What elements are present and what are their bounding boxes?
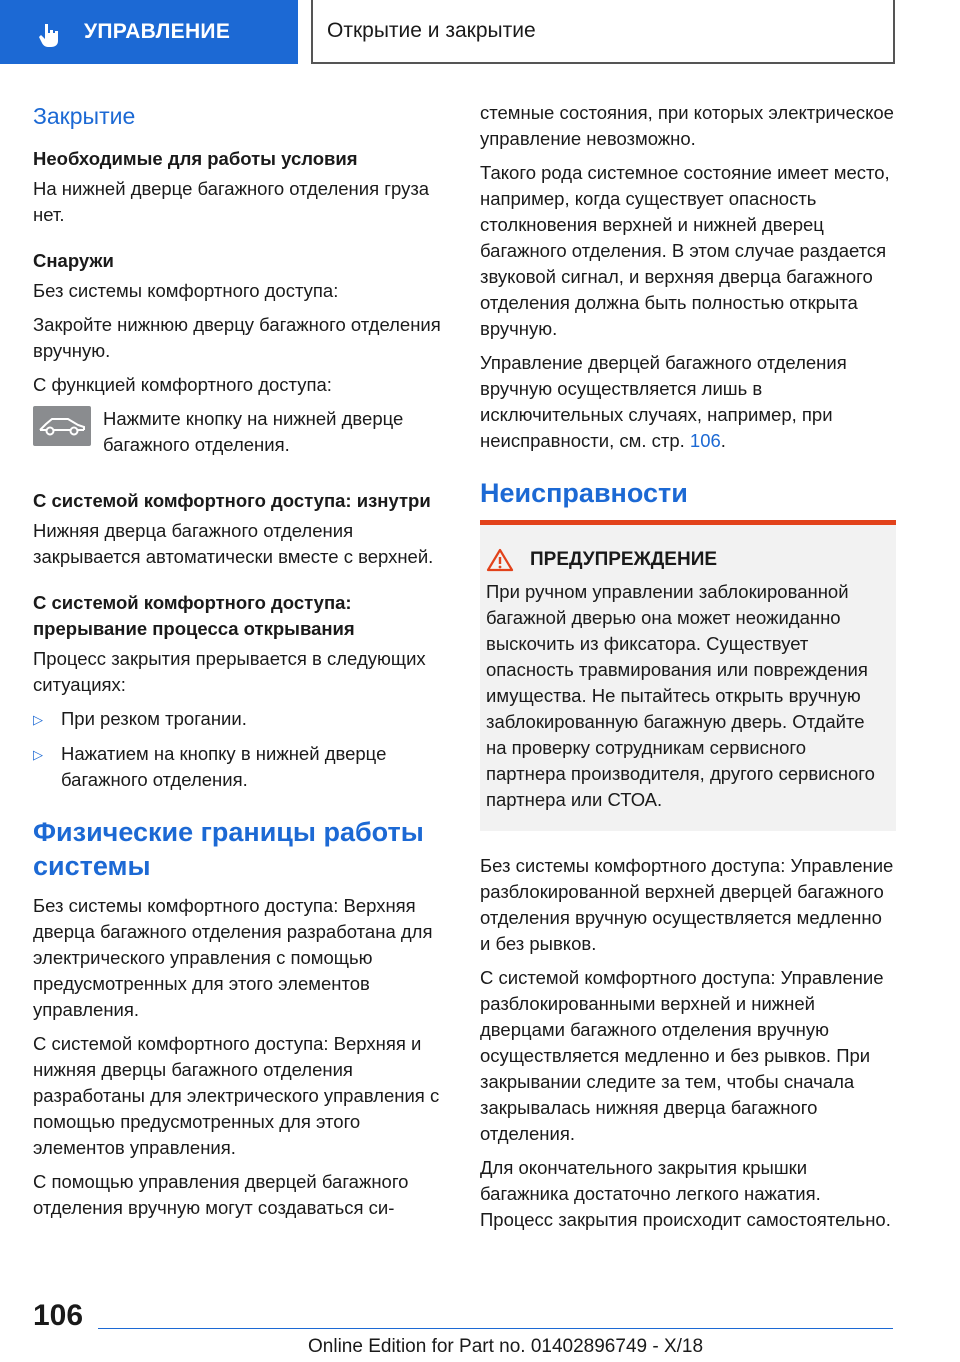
limits-paragraph-2: С системой комфортного доступа: Верхняя и нижняя дверцы багажного отделения разработаны для электрического управления с помощью предусмотренных для этого элементов управления.: [33, 1033, 440, 1158]
outside-paragraph-3: С функцией комфортного доступа:: [33, 374, 332, 395]
requirements-heading: Необходимые для работы условия: [33, 148, 358, 169]
outside-heading: Снаружи: [33, 250, 114, 271]
interrupt-heading: С системой комфортного доступа: прерывание процесса открывания: [33, 592, 355, 639]
continued-paragraph-3: [480, 350, 896, 454]
limits-title: Физические границы работы системы: [33, 817, 424, 881]
footer-divider: [98, 1328, 893, 1329]
list-item-text: Нажатием на кнопку в нижней дверце багажного отделения.: [61, 743, 387, 790]
button-instruction: [33, 406, 453, 458]
hand-touch-icon: [36, 22, 62, 48]
section-title-closing: Закрытие: [33, 103, 136, 129]
limits-paragraph-1: Без системы комфортного доступа: Верхняя дверца багажного отделения разработана для электрического управления с помощью предусмотренных для этого элементов управления.: [33, 895, 433, 1020]
warning-box: [480, 520, 896, 831]
car-tailgate-icon: [33, 406, 91, 446]
left-column: [33, 100, 453, 1229]
outside-paragraph-1: Без системы комфортного доступа:: [33, 280, 339, 301]
chapter-title: Открытие и закрытие: [327, 19, 536, 42]
interrupt-text: Процесс закрытия прерывается в следующих ситуациях:: [33, 648, 426, 695]
chapter-header: [311, 0, 895, 64]
warning-text: При ручном управлении заблокированной багажной дверью она может неожиданно выскочить из фиксатора. Существует опасность травмирования или повреждения имущества. Не пытайтесь открыть вручную заблокированную багажную дверь. Отдайте на проверку сотрудникам сервисного партнера производителя, другого сервисного партнера или СТОА.: [486, 581, 875, 810]
warning-triangle-icon: [486, 548, 514, 572]
list-item: [33, 741, 453, 793]
list-item-text: При резком трогании.: [61, 708, 247, 729]
page-link[interactable]: 106: [689, 430, 721, 451]
faults-title: Неисправности: [480, 478, 688, 508]
warning-heading: [486, 547, 884, 573]
bullet-triangle-icon: ▷: [33, 747, 43, 762]
right-column: [480, 100, 896, 1241]
continued-paragraph-1: стемные состояния, при которых электрическое управление невозможно.: [480, 102, 894, 149]
section-label: УПРАВЛЕНИЕ: [84, 20, 231, 43]
edition-info: Online Edition for Part no. 01402896749 - X/18: [308, 1336, 704, 1357]
requirements-text: На нижней дверце багажного отделения груза нет.: [33, 178, 430, 225]
warning-title: ПРЕДУПРЕЖДЕНИЕ: [530, 549, 718, 570]
continued-paragraph-3-end: .: [720, 430, 726, 451]
section-tab[interactable]: [0, 0, 298, 64]
bullet-triangle-icon: ▷: [33, 712, 43, 727]
continued-paragraph-2: Такого рода системное состояние имеет место, например, когда существует опасность столкновения верхней и нижней дверец багажного отделения. В этом случае раздается звуковой сигнал, и верхняя дверца багажного отделения должна быть полностью открыта вручную.: [480, 162, 890, 339]
fault-paragraph-1: Без системы комфортного доступа: Управление разблокированной верхней дверцей багажного отделения вручную осуществляется медленно и без рывков.: [480, 855, 894, 954]
list-item: [33, 706, 453, 733]
continued-paragraph-3-text: Управление дверцей багажного отделения вручную осуществляется лишь в исключительных случаях, например, при неисправности, см. стр.: [480, 352, 847, 451]
inside-text: Нижняя дверца багажного отделения закрывается автоматически вместе с верхней.: [33, 520, 434, 567]
outside-paragraph-2: Закройте нижнюю дверцу багажного отделения вручную.: [33, 314, 441, 361]
fault-paragraph-2: С системой комфортного доступа: Управление разблокированными верхней и нижней дверцами багажного отделения вручную осуществляется медленно и без рывков. При закрывании следите за тем, чтобы сначала закрывалась нижняя дверца багажного отделения.: [480, 967, 884, 1144]
page-number: 106: [33, 1299, 84, 1332]
inside-heading: С системой комфортного доступа: изнутри: [33, 490, 431, 511]
limits-paragraph-3: С помощью управления дверцей багажного отделения вручную могут создаваться си-: [33, 1171, 409, 1218]
button-instruction-text: Нажмите кнопку на нижней дверце багажного отделения.: [103, 408, 404, 455]
fault-paragraph-3: Для окончательного закрытия крышки багажника достаточно легкого нажатия. Процесс закрытия происходит самостоятельно.: [480, 1157, 891, 1230]
